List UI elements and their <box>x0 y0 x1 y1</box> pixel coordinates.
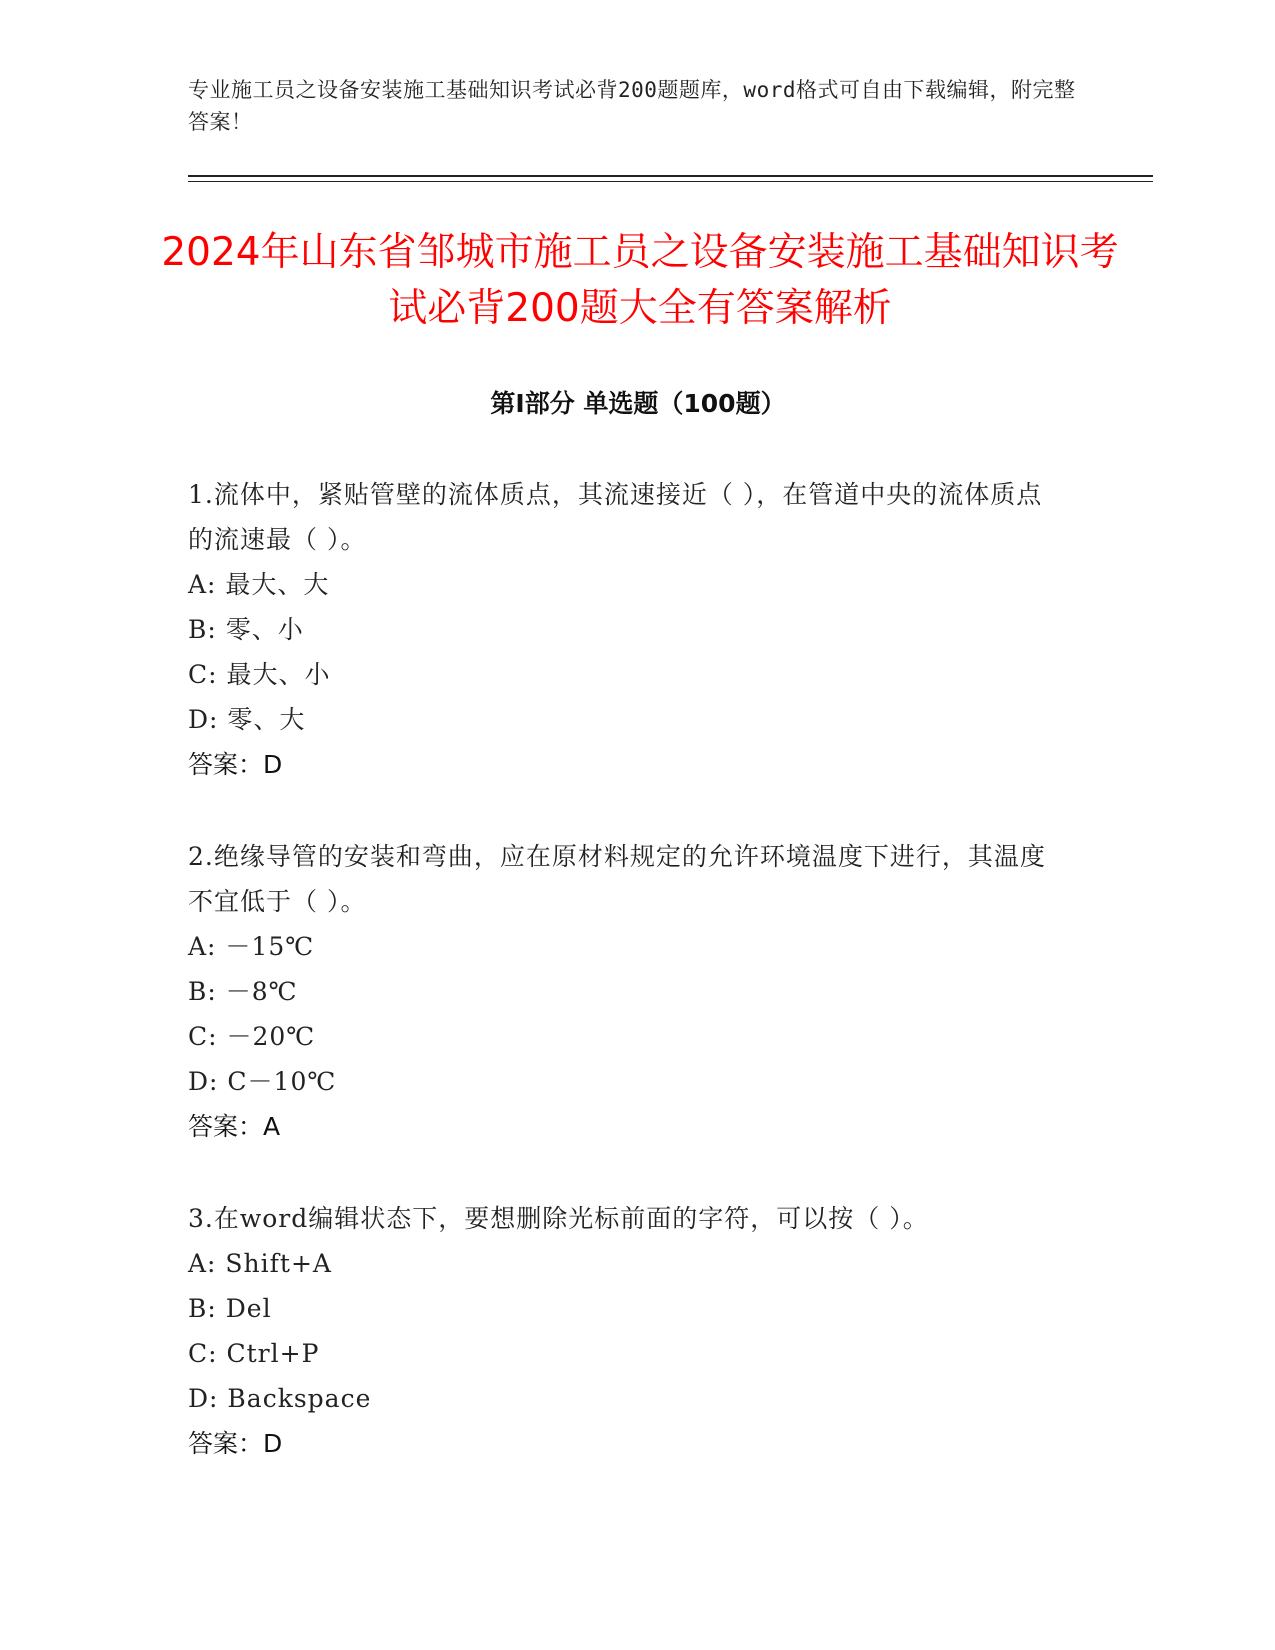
document-title: 2024年山东省邹城市施工员之设备安装施工基础知识考试必背200题大全有答案解析 <box>161 230 1119 331</box>
header-note: 专业施工员之设备安装施工基础知识考试必背200题题库，word格式可自由下载编辑，附完整答案！ <box>188 78 1076 134</box>
option-d: D: 零、大 <box>188 705 306 734</box>
option-d: D: Backspace <box>188 1384 372 1413</box>
option-a: A: Shift+A <box>188 1249 332 1278</box>
option-c: C: 最大、小 <box>188 660 331 689</box>
answer-line: 答案：D <box>188 750 283 779</box>
question-block <box>188 834 1068 1149</box>
option-a: A: 最大、大 <box>188 570 330 599</box>
answer-line: 答案：D <box>188 1429 283 1458</box>
option-b: B: Del <box>188 1294 272 1323</box>
option-b: B: －8℃ <box>188 977 298 1006</box>
option-c: C: Ctrl+P <box>188 1339 320 1368</box>
section-title: 第I部分 单选题（100题） <box>490 389 786 418</box>
question-stem: 1.流体中，紧贴管壁的流体质点，其流速接近（ ），在管道中央的流体质点的流速最（ ）。 <box>188 480 1043 554</box>
option-d: D: C－10℃ <box>188 1067 337 1096</box>
question-stem: 3.在word编辑状态下，要想删除光标前面的字符，可以按（ ）。 <box>188 1204 929 1233</box>
question-block <box>188 472 1068 787</box>
question-block <box>188 1196 1068 1466</box>
header-divider-thin <box>188 181 1153 182</box>
header-divider <box>188 175 1153 177</box>
question-stem: 2.绝缘导管的安装和弯曲，应在原材料规定的允许环境温度下进行，其温度不宜低于（ ）。 <box>188 842 1046 916</box>
answer-line: 答案：A <box>188 1112 281 1141</box>
option-a: A: －15℃ <box>188 932 315 961</box>
option-b: B: 零、小 <box>188 615 304 644</box>
option-c: C: －20℃ <box>188 1022 316 1051</box>
